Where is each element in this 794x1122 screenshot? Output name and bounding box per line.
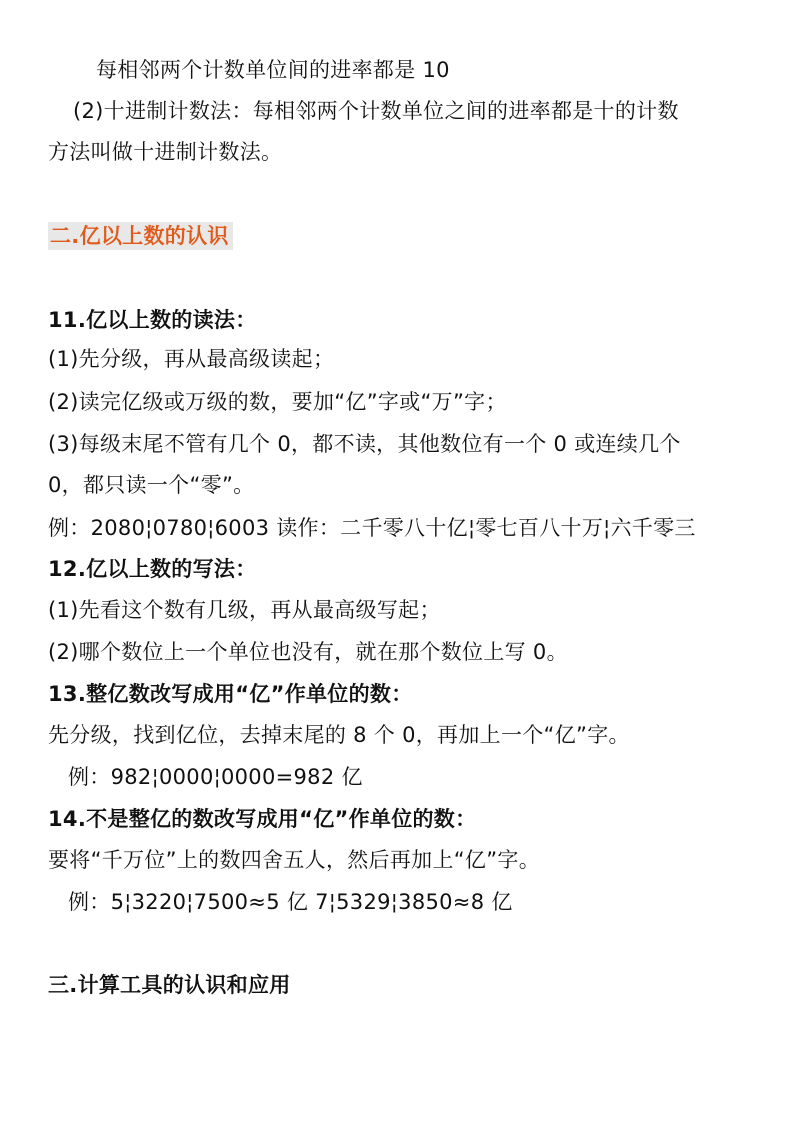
heading-14-approx-yi: 14.不是整亿的数改写成用“亿”作单位的数： (48, 807, 477, 831)
rule-reading-1: (1)先分级，再从最高级读起； (48, 347, 335, 371)
text-line-decimal-system-cont: 方法叫做十进制计数法。 (48, 140, 283, 164)
rule-writing-1: (1)先看这个数有几级，再从最高级写起； (48, 598, 441, 622)
text-line-decimal-system: (2)十进制计数法：每相邻两个计数单位之间的进率都是十的计数 (73, 99, 679, 123)
example-reading: 例：2080¦0780¦6003 读作：二千零八十亿¦零七百八十万¦六千零三 (48, 516, 696, 540)
text-line-radix: 每相邻两个计数单位间的进率都是 10 (96, 58, 450, 82)
rule-reading-2: (2)读完亿级或万级的数，要加“亿”字或“万”字； (48, 390, 507, 414)
section-heading-2-text: 二.亿以上数的认识 (48, 222, 233, 250)
example-approx-yi: 例：5¦3220¦7500≈5 亿 7¦5329¦3850≈8 亿 (68, 890, 513, 914)
rule-approx-yi: 要将“千万位”上的数四舍五人，然后再加上“亿”字。 (48, 848, 541, 872)
rule-writing-2: (2)哪个数位上一个单位也没有，就在那个数位上写 0。 (48, 640, 568, 664)
heading-11-reading: 11.亿以上数的读法： (48, 308, 257, 332)
rule-whole-yi: 先分级，找到亿位，去掉末尾的 8 个 0，再加上一个“亿”字。 (48, 723, 630, 747)
heading-13-whole-yi: 13.整亿数改写成用“亿”作单位的数： (48, 682, 413, 706)
section-heading-2 (48, 222, 233, 250)
rule-reading-3: (3)每级末尾不管有几个 0，都不读，其他数位有一个 0 或连续几个 (48, 432, 681, 456)
heading-12-writing: 12.亿以上数的写法： (48, 557, 257, 581)
section-heading-3: 三.计算工具的认识和应用 (48, 973, 291, 997)
rule-reading-3-cont: 0，都只读一个“零”。 (48, 473, 255, 497)
example-whole-yi: 例：982¦0000¦0000=982 亿 (68, 765, 363, 789)
